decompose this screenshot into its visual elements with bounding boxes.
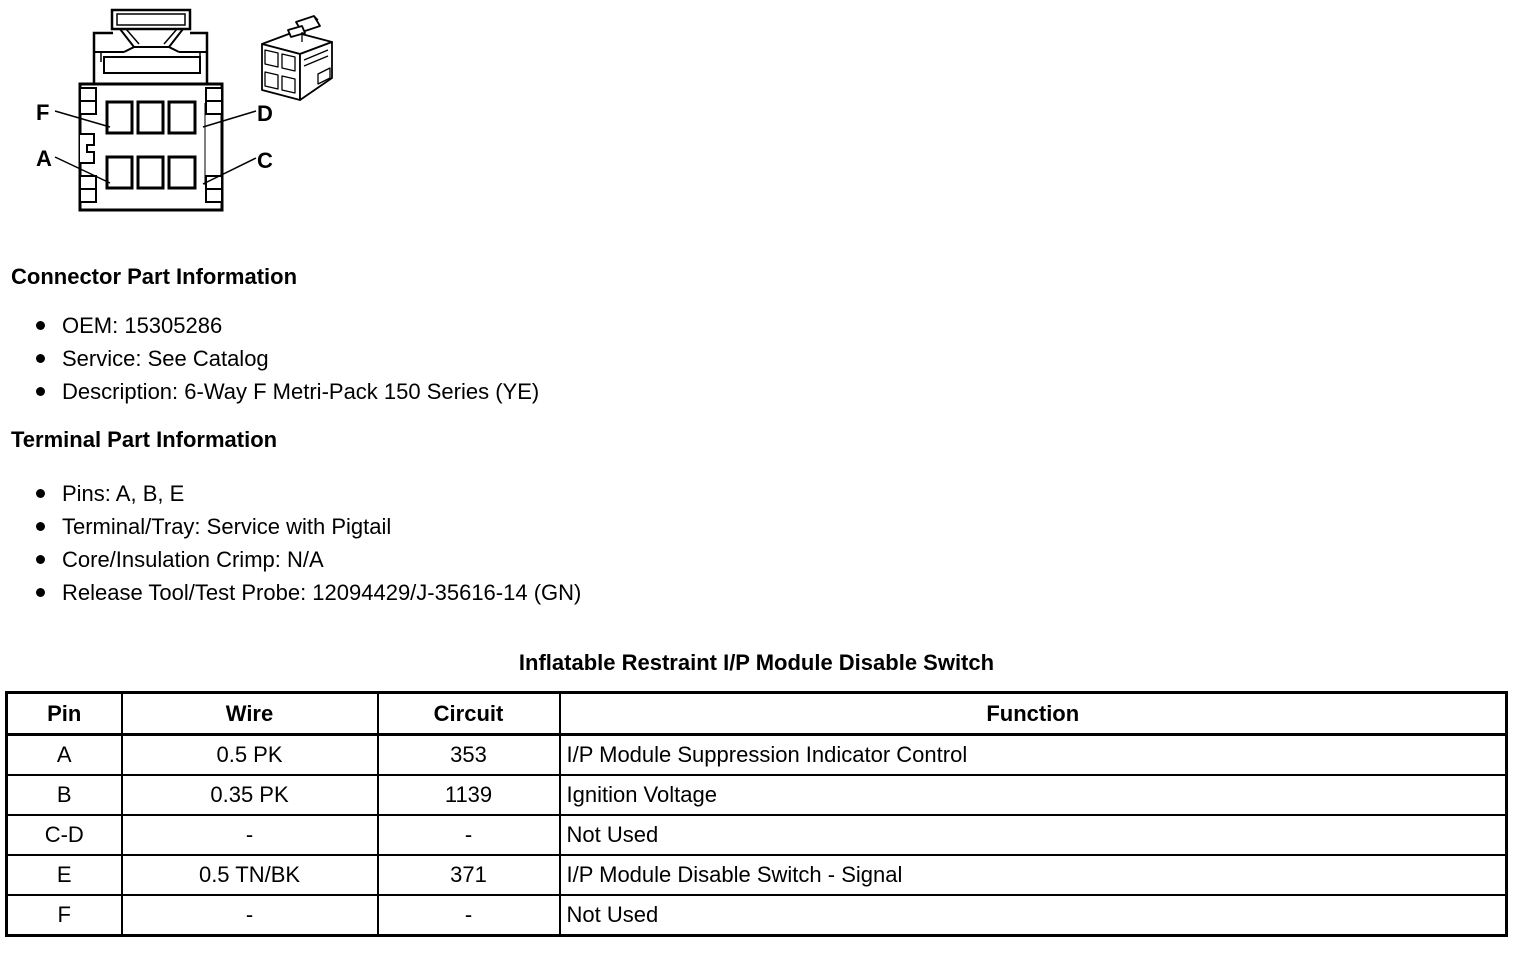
cell-wire: - [122, 815, 378, 855]
cell-function: I/P Module Disable Switch - Signal [560, 855, 1507, 895]
connector-part-information-heading: Connector Part Information [11, 264, 298, 289]
terminal-part-information-heading: Terminal Part Information [11, 427, 278, 452]
cell-circuit: 353 [378, 735, 560, 776]
table-row [7, 855, 1507, 895]
cell-circuit: 1139 [378, 775, 560, 815]
cell-wire: 0.35 PK [122, 775, 378, 815]
pin-label-f: F [36, 100, 50, 125]
list-item [36, 510, 581, 543]
list-item [36, 576, 581, 609]
bullet-icon [36, 555, 45, 564]
column-header-function: Function [560, 693, 1507, 735]
list-item-text: Description: 6-Way F Metri-Pack 150 Series (YE) [62, 378, 540, 404]
bullet-icon [36, 588, 45, 597]
list-item [36, 477, 581, 510]
cell-circuit: - [378, 815, 560, 855]
bullet-icon [36, 354, 45, 363]
table-header-row [7, 693, 1507, 735]
list-item [36, 375, 539, 408]
cell-pin: C-D [7, 815, 122, 855]
column-header-circuit: Circuit [378, 693, 560, 735]
list-item-text: Terminal/Tray: Service with Pigtail [62, 513, 392, 539]
list-item-text: Pins: A, B, E [62, 480, 185, 506]
connector-diagram [0, 0, 360, 230]
pin-label-c: C [257, 148, 273, 173]
cell-function: Ignition Voltage [560, 775, 1507, 815]
column-header-pin: Pin [7, 693, 122, 735]
list-item [36, 342, 539, 375]
list-item-text: Service: See Catalog [62, 345, 269, 371]
list-item [36, 543, 581, 576]
terminal-part-information-list [36, 477, 581, 609]
table-row [7, 775, 1507, 815]
bullet-icon [36, 489, 45, 498]
list-item-text: Core/Insulation Crimp: N/A [62, 546, 324, 572]
pin-label-a: A [36, 146, 52, 171]
bullet-icon [36, 321, 45, 330]
connector-front-view [55, 10, 256, 210]
cell-pin: A [7, 735, 122, 776]
list-item-text: OEM: 15305286 [62, 312, 223, 338]
terminal-cavities [107, 102, 195, 188]
pin-labels [36, 100, 273, 173]
bullet-icon [36, 522, 45, 531]
connector-iso-view [262, 16, 332, 100]
cell-wire: - [122, 895, 378, 936]
cell-function: I/P Module Suppression Indicator Control [560, 735, 1507, 776]
list-item-text: Release Tool/Test Probe: 12094429/J-35616-14 (GN) [62, 579, 582, 605]
pin-function-table [5, 691, 1508, 937]
list-item [36, 309, 539, 342]
cell-circuit: - [378, 895, 560, 936]
column-header-wire: Wire [122, 693, 378, 735]
cell-function: Not Used [560, 895, 1507, 936]
cell-pin: E [7, 855, 122, 895]
cell-pin: B [7, 775, 122, 815]
pin-label-d: D [257, 101, 273, 126]
bullet-icon [36, 387, 45, 396]
cell-function: Not Used [560, 815, 1507, 855]
connector-part-information-list [36, 309, 539, 408]
table-title: Inflatable Restraint I/P Module Disable Switch [518, 650, 995, 675]
connector-corner-tabs [80, 88, 222, 202]
table-row [7, 815, 1507, 855]
table-row [7, 735, 1507, 776]
cell-wire: 0.5 PK [122, 735, 378, 776]
cell-circuit: 371 [378, 855, 560, 895]
table-row [7, 895, 1507, 936]
cell-pin: F [7, 895, 122, 936]
cell-wire: 0.5 TN/BK [122, 855, 378, 895]
